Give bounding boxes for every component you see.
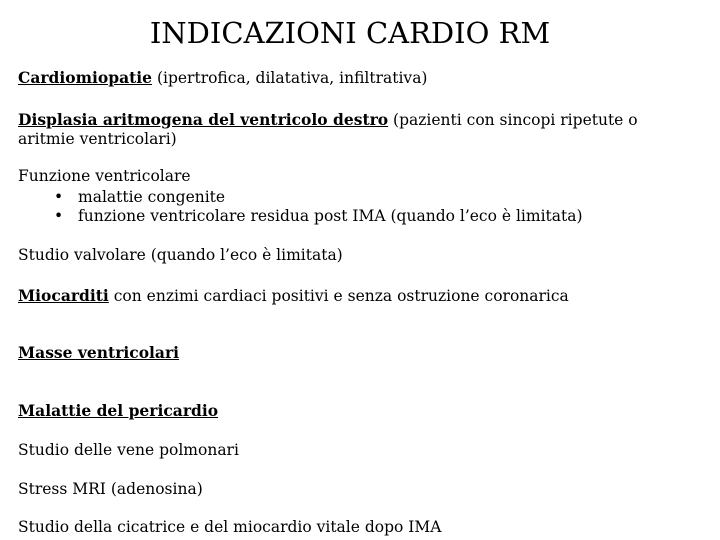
item-valvolare: Studio valvolare (quando l’eco è limitata) xyxy=(18,246,343,264)
term-masse: Masse ventricolari xyxy=(18,343,180,362)
bullet-glyph: • xyxy=(54,188,64,206)
item-displasia xyxy=(18,109,638,131)
bullet-funzione-residua xyxy=(54,206,583,227)
slide-title: INDICAZIONI CARDIO RM xyxy=(149,16,551,50)
item-masse xyxy=(18,342,179,364)
detail-displasia: (pazienti con sincopi ripetute o xyxy=(388,111,638,129)
item-stress: Stress MRI (adenosina) xyxy=(18,480,203,498)
term-miocarditi: Miocarditi xyxy=(18,286,109,305)
detail-miocarditi: con enzimi cardiaci positivi e senza ostruzione coronarica xyxy=(108,287,569,305)
bullet-glyph: • xyxy=(54,207,64,225)
item-cardiomiopatie xyxy=(18,67,427,89)
item-pericardio xyxy=(18,400,218,422)
detail-displasia-line2: aritmie ventricolari) xyxy=(18,130,177,148)
term-pericardio: Malattie del pericardio xyxy=(18,401,219,420)
bullet-malattie-congenite xyxy=(54,187,225,208)
item-miocarditi xyxy=(18,285,569,307)
bullet-text: funzione ventricolare residua post IMA (quando l’eco è limitata) xyxy=(78,207,583,225)
detail-cardiomiopatie: (ipertrofica, dilatativa, infiltrativa) xyxy=(152,69,428,87)
item-displasia-continued xyxy=(18,129,177,150)
item-cicatrice: Studio della cicatrice e del miocardio vitale dopo IMA xyxy=(18,518,442,536)
term-displasia: Displasia aritmogena del ventricolo destro xyxy=(18,110,389,129)
item-vene: Studio delle vene polmonari xyxy=(18,441,239,459)
item-funzione-heading: Funzione ventricolare xyxy=(18,167,191,185)
bullet-text: malattie congenite xyxy=(78,188,226,206)
term-cardiomiopatie: Cardiomiopatie xyxy=(18,68,153,87)
